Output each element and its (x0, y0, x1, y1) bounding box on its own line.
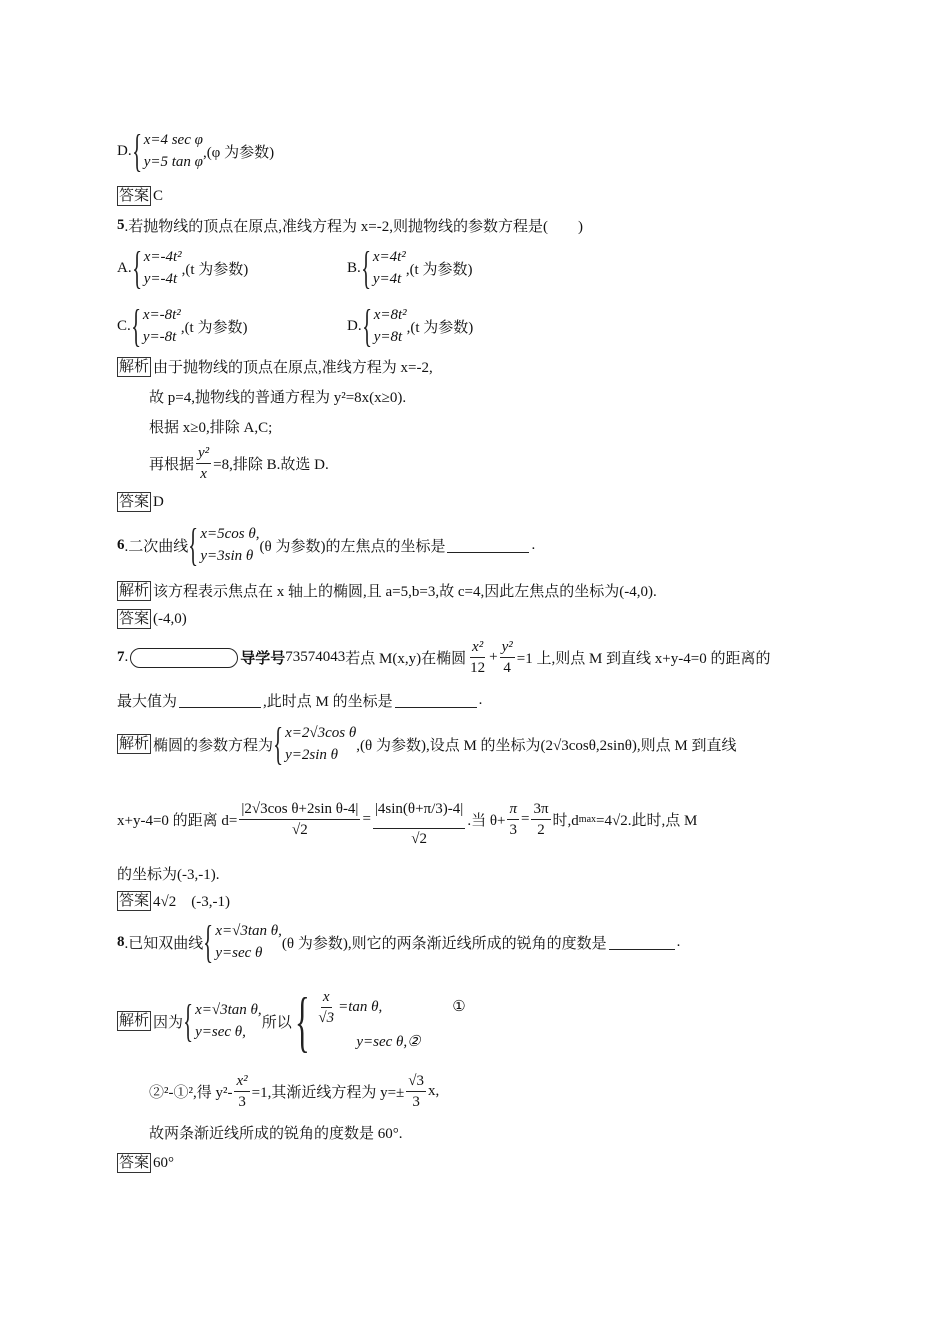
analysis-text: .当 θ+ (467, 812, 506, 829)
answer-text: 4√2 (-3,-1) (153, 894, 230, 910)
question-text: . (478, 692, 483, 708)
fraction (500, 637, 515, 678)
param-note: ,(t 为参数) (181, 261, 249, 278)
equation-line: x=-4t² (143, 249, 182, 265)
answer-text: 60° (153, 1154, 175, 1171)
equation-line: x=4t² (372, 249, 406, 265)
equation-line: y=8t (373, 329, 403, 345)
question-number: 6 (117, 536, 125, 553)
q6-stem (117, 520, 837, 570)
left-brace: { (203, 916, 214, 967)
answer-tag: 答案 (119, 611, 150, 627)
q6-analysis (117, 580, 837, 601)
equation-system (131, 242, 182, 293)
numerator: π (507, 799, 519, 820)
fraction (406, 1071, 426, 1112)
numerator: √3 (406, 1071, 426, 1092)
answer-blank (609, 935, 675, 950)
numerator: x (321, 987, 332, 1008)
equation-line: x=√3tan θ, (195, 1002, 262, 1018)
analysis-text: x+y-4=0 的距离 d= (117, 812, 238, 829)
denominator: x (200, 466, 207, 482)
q7-answer (117, 890, 837, 911)
analysis-text: ,(θ 为参数),设点 M 的坐标为(2√3cosθ,2sinθ),则点 M 到直线 (356, 737, 737, 754)
left-brace: { (360, 242, 371, 293)
q7-stem: 7 . 导学号 73574043 若点 M(x,y)在椭圆 $\frac{\text{x²}}{12}$ + $\frac{\text{y²}}{4}$ =1 上,则点 M 到直线 x+y-4=0 的距离的 (117, 639, 771, 676)
numerator: |4sin(θ+π/3)-4| (373, 790, 465, 829)
operator: + (489, 649, 498, 665)
option-label: D. (117, 142, 132, 159)
param-note: ,(t 为参数) (180, 319, 248, 336)
option-label: D. (347, 317, 362, 334)
analysis-text: 因为 (153, 1014, 184, 1031)
q7-analysis-line-1 (117, 719, 837, 769)
q5-answer (117, 492, 837, 512)
question-number: 7 (117, 649, 125, 665)
equation-line: x=2√3cos θ (285, 725, 357, 741)
numerator: x² (234, 1071, 249, 1092)
equation-line (314, 987, 465, 1028)
equation-system (361, 300, 407, 351)
equation-line: x=5cos θ, (200, 526, 260, 542)
equation-system (203, 916, 282, 967)
equation-line: y=-4t (143, 271, 178, 287)
q5-option-a (117, 242, 347, 293)
param-note: ,(t 为参数) (405, 261, 473, 278)
denominator: 3 (238, 1094, 246, 1110)
answer-blank (179, 693, 261, 708)
answer-text: C (153, 187, 164, 204)
analysis-text: =4√2.此时,点 M (596, 812, 698, 829)
subscript: max (578, 813, 597, 825)
numerator: y² (196, 443, 211, 464)
denominator: 3 (509, 821, 517, 838)
numerator: 3π (531, 799, 550, 820)
question-text: ,此时点 M 的坐标是 (263, 694, 393, 710)
analysis-line (117, 443, 837, 484)
analysis-line: 根据 x≥0,排除 A,C; (149, 420, 273, 436)
fraction (239, 799, 360, 840)
numerator: |2√3cos θ+2sin θ-4| (239, 799, 360, 820)
q5-stem (117, 215, 837, 236)
fraction (234, 1071, 249, 1112)
q8-analysis-line-1 (117, 981, 837, 1061)
answer-tag: 答案 (119, 1155, 150, 1171)
equation-system (188, 519, 260, 570)
left-brace: { (188, 519, 199, 570)
question-text: .二次曲线 (124, 538, 189, 555)
analysis-tag: 解析 (119, 736, 150, 752)
analysis-text: 所以 (261, 1014, 292, 1031)
equation-system (273, 718, 357, 769)
analysis-text: =8,排除 B.故选 D. (213, 457, 329, 473)
question-text: 若点 M(x,y)在椭圆 (345, 651, 467, 667)
q8-analysis-line-2 (117, 1071, 837, 1112)
question-number: 5 (117, 217, 125, 233)
denominator: 2 (537, 821, 545, 838)
equation-system (131, 125, 203, 176)
equation-system (183, 995, 262, 1046)
equation-line: y=-8t (142, 329, 177, 345)
q5-option-d (347, 300, 474, 351)
denominator: 3 (412, 1094, 420, 1110)
fraction (468, 637, 487, 678)
equation-line: y=sec θ (215, 945, 263, 961)
question-text: . (676, 933, 681, 950)
equation-system (130, 300, 181, 351)
left-brace: { (183, 995, 194, 1046)
left-brace: { (273, 718, 284, 769)
answer-blank (447, 538, 529, 553)
question-text: 最大值为 (117, 694, 178, 710)
q4-answer (117, 186, 837, 206)
fraction (507, 799, 519, 840)
analysis-text: =1,其渐近线方程为 y=± (251, 1085, 405, 1101)
fraction (316, 987, 336, 1028)
q8-answer (117, 1153, 837, 1173)
answer-text: (-4,0) (153, 610, 187, 627)
q5-option-c (117, 300, 347, 351)
equation-line: y=2sin θ (285, 747, 339, 763)
option-label: C. (117, 317, 131, 334)
question-text: .若抛物线的顶点在原点,准线方程为 x=-2,则抛物线的参数方程是( ) (124, 219, 583, 235)
operator: = (520, 810, 530, 827)
q5-options-row-2 (117, 300, 837, 352)
analysis-text: 椭圆的参数方程为 (153, 737, 274, 754)
analysis-text: x, (428, 1083, 440, 1099)
option-label: B. (347, 259, 361, 276)
answer-tag: 答案 (119, 494, 150, 510)
left-brace: { (130, 300, 141, 351)
analysis-text: 再根据 (149, 457, 195, 473)
equation-line: y=3sin θ (200, 548, 254, 564)
answer-blank (395, 693, 477, 708)
fraction (196, 443, 211, 484)
denominator: 12 (470, 660, 486, 676)
equation-system (360, 242, 406, 293)
analysis-line: 故 p=4,抛物线的普通方程为 y²=8x(x≥0). (149, 390, 407, 406)
equation-line: x=√3tan θ, (215, 923, 282, 939)
numerator: x² (470, 637, 485, 658)
equation-text: =tan θ, (338, 999, 383, 1015)
question-text: .已知双曲线 (124, 935, 204, 952)
denominator: √2 (292, 821, 308, 838)
analysis-line: 的坐标为(-3,-1). (117, 867, 220, 883)
left-brace: { (361, 300, 372, 351)
q5-analysis (117, 356, 837, 377)
analysis-line: 故两条渐近线所成的锐角的度数是 60°. (149, 1126, 403, 1142)
question-text: . (531, 536, 536, 553)
q4-option-d (117, 125, 837, 177)
guide-badge (130, 648, 238, 668)
equation-line: x=-8t² (142, 307, 181, 323)
numerator: y² (500, 637, 515, 658)
equation-line: y=5 tan φ (143, 154, 203, 170)
analysis-tag: 解析 (119, 582, 150, 599)
equation-line: y=4t (372, 271, 402, 287)
question-text: =1 上,则点 M 到直线 x+y-4=0 的距离的 (516, 651, 771, 667)
fraction (373, 790, 465, 849)
analysis-tag: 解析 (119, 1013, 150, 1029)
param-note: ,(t 为参数) (406, 319, 474, 336)
document-page (117, 125, 837, 1173)
q6-answer (117, 609, 837, 629)
q5-options-row-1 (117, 242, 837, 294)
answer-text: D (153, 493, 164, 510)
analysis-text: 该方程表示焦点在 x 轴上的椭圆,且 a=5,b=3,故 c=4,因此左焦点的坐标为(-4,0). (153, 584, 657, 600)
question-number: 8 (117, 933, 125, 950)
q8-stem (117, 917, 837, 967)
answer-tag: 答案 (119, 892, 150, 909)
denominator: √2 (411, 830, 427, 847)
guide-number: 73574043 (285, 649, 346, 665)
analysis-tag: 解析 (119, 358, 150, 375)
left-brace: { (131, 125, 142, 176)
analysis-text: 时,d (552, 812, 579, 829)
equation-line: x=4 sec φ (143, 132, 203, 148)
option-label: A. (117, 259, 132, 276)
q5-option-b (347, 242, 473, 293)
equation-tag: ① (452, 999, 466, 1015)
denominator: √3 (318, 1009, 335, 1026)
equation-system (292, 983, 466, 1059)
answer-tag: 答案 (119, 188, 150, 204)
q7-analysis-line-2 (117, 783, 837, 855)
analysis-text: ②²-①²,得 y²- (149, 1085, 233, 1101)
analysis-line: 由于抛物线的顶点在原点,准线方程为 x=-2, (153, 360, 433, 376)
left-brace: { (131, 242, 142, 293)
left-brace: { (294, 983, 310, 1059)
question-text: (θ 为参数),则它的两条渐近线所成的锐角的度数是 (281, 935, 607, 952)
param-note: ,(φ 为参数) (202, 144, 275, 161)
operator: = (362, 810, 371, 827)
guide-label: 导学号 (240, 651, 286, 667)
equation-line: x=8t² (373, 307, 407, 323)
fraction (531, 799, 550, 840)
equation-line: y=sec θ,② (356, 1033, 421, 1050)
denominator: 4 (503, 660, 511, 676)
q7-stem-line-2 (117, 690, 837, 711)
question-text: (θ 为参数)的左焦点的坐标是 (259, 538, 446, 555)
equation-line: y=sec θ, (195, 1024, 246, 1040)
